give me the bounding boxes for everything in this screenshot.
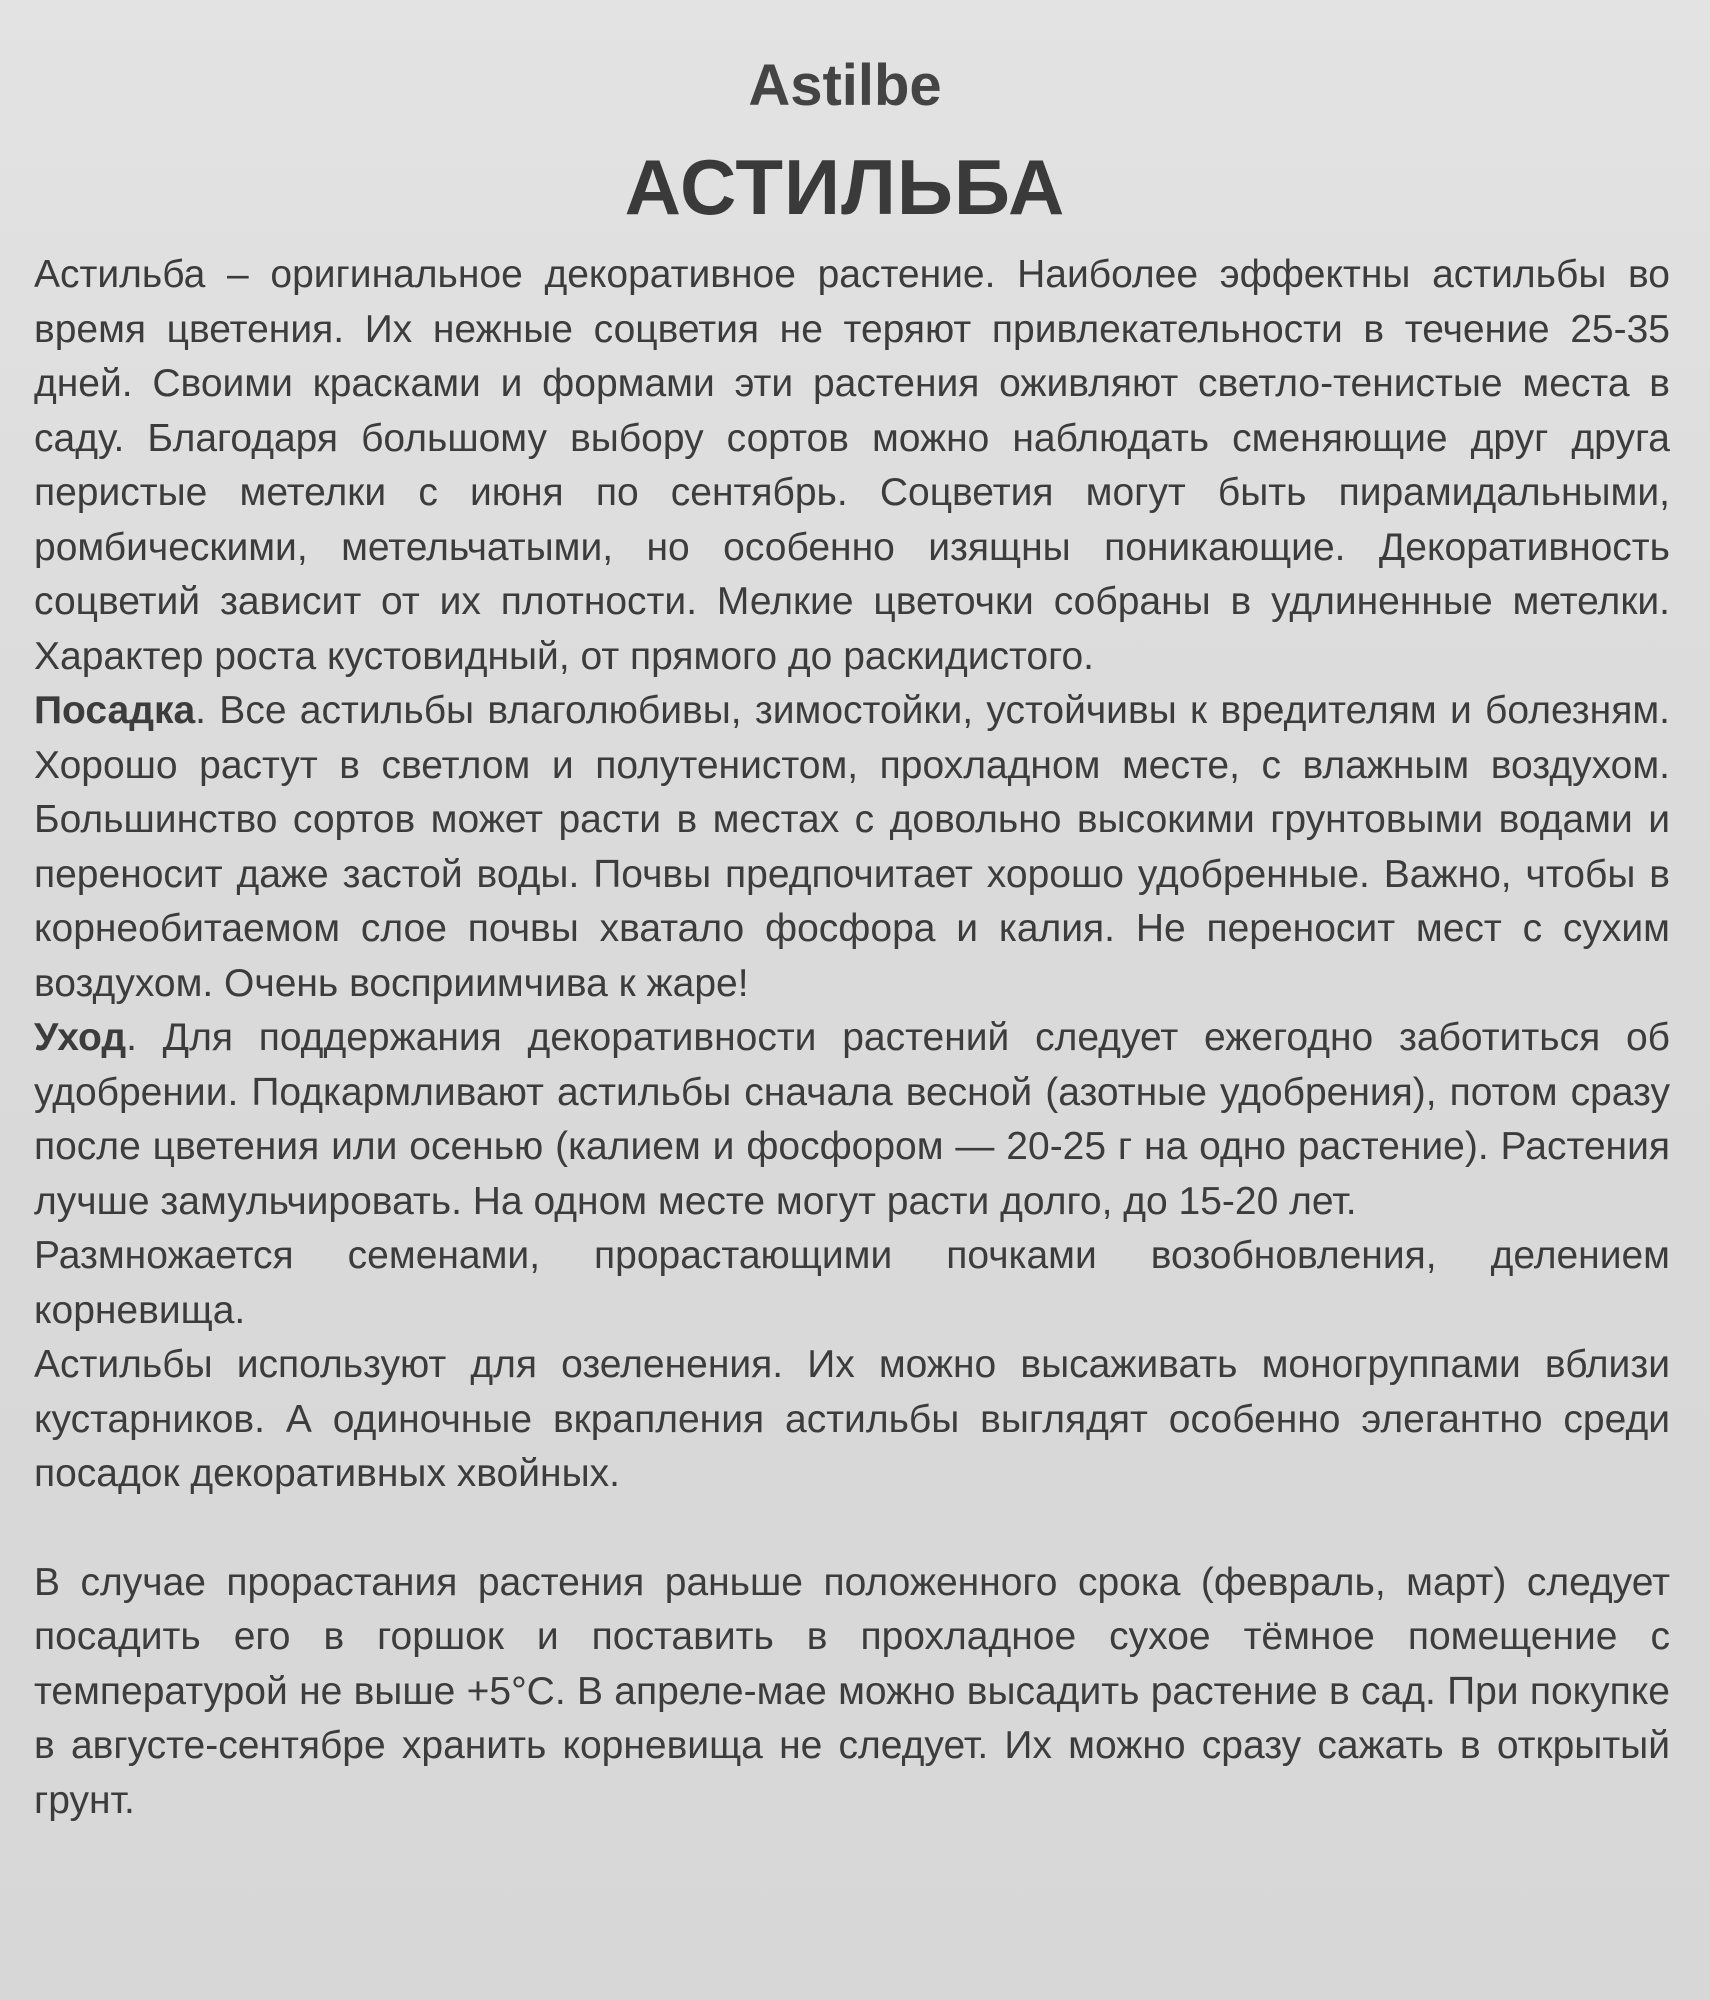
planting-paragraph <box>34 684 1670 1011</box>
description-body <box>34 248 1670 1828</box>
usage-paragraph: Астильбы используют для озеленения. Их можно высаживать моногруппами вблизи кустарников. А одиночные вкрапления астильбы выглядят особенно элегантно среди посадок декоративных хвойных. <box>34 1343 1670 1495</box>
latin-title: Astilbe <box>748 53 942 118</box>
planting-text: . Все астильбы влаголюбивы, зимостойки, устойчивы к вредителям и болезням. Хорошо растут в светлом и полутенистом, прохладном месте, с влажным воздухом. Большинство сортов может расти в местах с довольно высокими грунтовыми водами и переносит даже застой воды. Почвы предпочитает хорошо удобренные. Важно, чтобы в корнеобитаемом слое почвы хватало фосфора и калия. Не переносит мест с сухим воздухом. Очень восприимчива к жаре! <box>34 689 1670 1005</box>
care-heading: Уход <box>34 1016 127 1059</box>
intro-paragraph: Астильба – оригинальное декоративное растение. Наиболее эффектны астильбы во время цветения. Их нежные соцветия не теряют привлекательности в течение 25-35 дней. Своими красками и формами эти растения оживляют светло-тенистые места в саду. Благодаря большому выбору сортов можно наблюдать сменяющие друг друга перистые метелки с июня по сентябрь. Соцветия могут быть пирамидальными, ромбическими, метельчатыми, но особенно изящны поникающие. Декоративность соцветий зависит от их плотности. Мелкие цветочки собраны в удлиненные метелки. Характер роста кустовидный, от прямого до раскидистого. <box>34 253 1670 678</box>
paragraph-spacer <box>34 1502 1670 1556</box>
propagation-paragraph: Размножается семенами, прорастающими почками возобновления, делением корневища. <box>34 1234 1670 1332</box>
care-paragraph <box>34 1011 1670 1229</box>
care-text: . Для поддержания декоративности растений следует ежегодно заботиться об удобрении. Подкармливают астильбы сначала весной (азотные удобрения), потом сразу после цветения или осенью (калием и фосфором — 20-25 г на одно растение). Растения лучше замульчировать. На одном месте могут расти долго, до 15-20 лет. <box>34 1016 1670 1223</box>
page-title: АСТИЛЬБА <box>624 143 1066 231</box>
storage-paragraph: В случае прорастания растения раньше положенного срока (февраль, март) следует посадить его в горшок и поставить в прохладное сухое тёмное помещение с температурой не выше +5°С. В апреле-мае можно высадить растение в сад. При покупке в августе-сентябре хранить корневища не следует. Их можно сразу сажать в открытый грунт. <box>34 1560 1670 1822</box>
planting-heading: Посадка <box>34 689 196 732</box>
